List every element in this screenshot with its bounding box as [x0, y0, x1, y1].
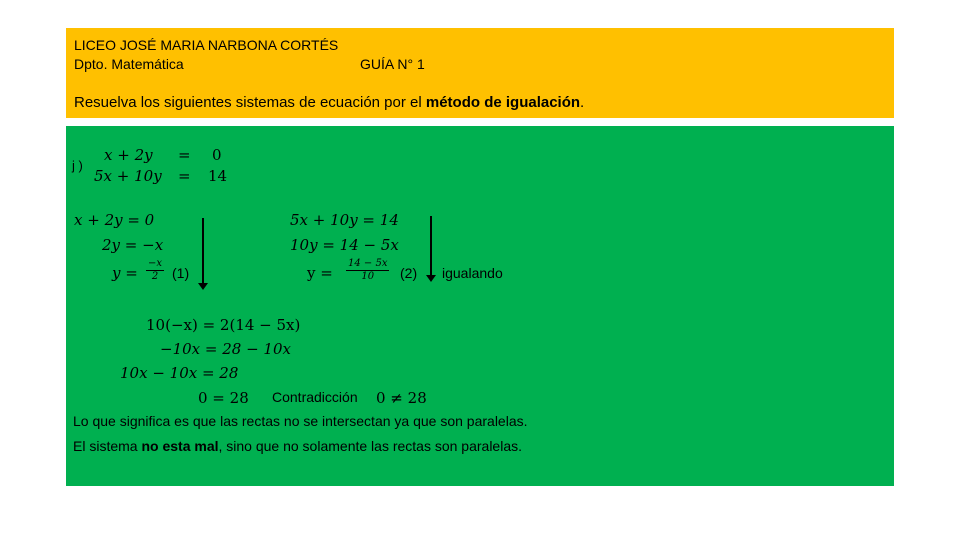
equating-note: igualando — [442, 265, 503, 281]
instructions-period: . — [580, 94, 585, 111]
problem-label: j ) — [72, 158, 83, 173]
instructions-text: Resuelva los siguientes sistemas de ecuación por el — [74, 94, 426, 111]
left-fraction-denominator: 2 — [151, 271, 159, 282]
left-step-1: x + 2y = 0 — [74, 211, 155, 229]
contradiction-label: Contradicción — [272, 389, 358, 405]
combined-step-1: 10(−x) = 2(14 − 5x) — [146, 316, 301, 334]
system-row1-eq: = — [178, 146, 191, 164]
system-row1-rhs: 0 — [212, 146, 222, 164]
left-step-3-lhs: y = — [112, 264, 138, 282]
instructions-method: método de igualación — [425, 94, 581, 111]
combined-step-4: 0 = 28 — [198, 389, 249, 407]
right-step-3-lhs: y = — [307, 264, 333, 282]
right-fraction-numerator: 14 − 5x — [348, 258, 388, 269]
conclusion-line-2 — [73, 438, 522, 454]
left-fraction-numerator: −x — [148, 258, 163, 269]
instructions — [74, 94, 584, 111]
left-step-2: 2y = −x — [102, 236, 164, 254]
combined-step-3: 10x − 10x = 28 — [120, 364, 239, 382]
right-step-1: 5x + 10y = 14 — [290, 211, 399, 229]
contradiction-expression: 0 ≠ 28 — [376, 389, 427, 407]
system-row2-rhs: 14 — [208, 167, 228, 185]
left-equation-tag: (1) — [172, 265, 190, 281]
conclusion-line-2-end: , sino que no solamente las rectas son paralelas. — [218, 438, 523, 454]
right-equation-tag: (2) — [400, 265, 418, 281]
combined-step-2: −10x = 28 − 10x — [160, 340, 291, 358]
guide-number: GUÍA N° 1 — [360, 56, 425, 72]
department: Dpto. Matemática — [74, 56, 184, 72]
solution-panel — [66, 126, 894, 486]
school-name: LICEO JOSÉ MARIA NARBONA CORTÉS — [74, 37, 339, 53]
system-row2-eq: = — [178, 167, 191, 185]
right-fraction-denominator: 10 — [361, 271, 375, 282]
right-fraction — [346, 258, 389, 283]
system-row2-lhs: 5x + 10y — [94, 167, 162, 185]
left-fraction — [146, 258, 164, 283]
conclusion-line-2-emphasis: no esta mal — [141, 438, 219, 454]
down-arrow-icon — [430, 216, 432, 276]
conclusion-line-1: Lo que significa es que las rectas no se intersectan ya que son paralelas. — [73, 413, 528, 429]
right-step-2: 10y = 14 − 5x — [290, 236, 399, 254]
header-banner — [66, 28, 894, 118]
system-row1-lhs: x + 2y — [104, 146, 153, 164]
conclusion-line-2-start: El sistema — [73, 438, 142, 454]
down-arrow-icon — [202, 218, 204, 284]
